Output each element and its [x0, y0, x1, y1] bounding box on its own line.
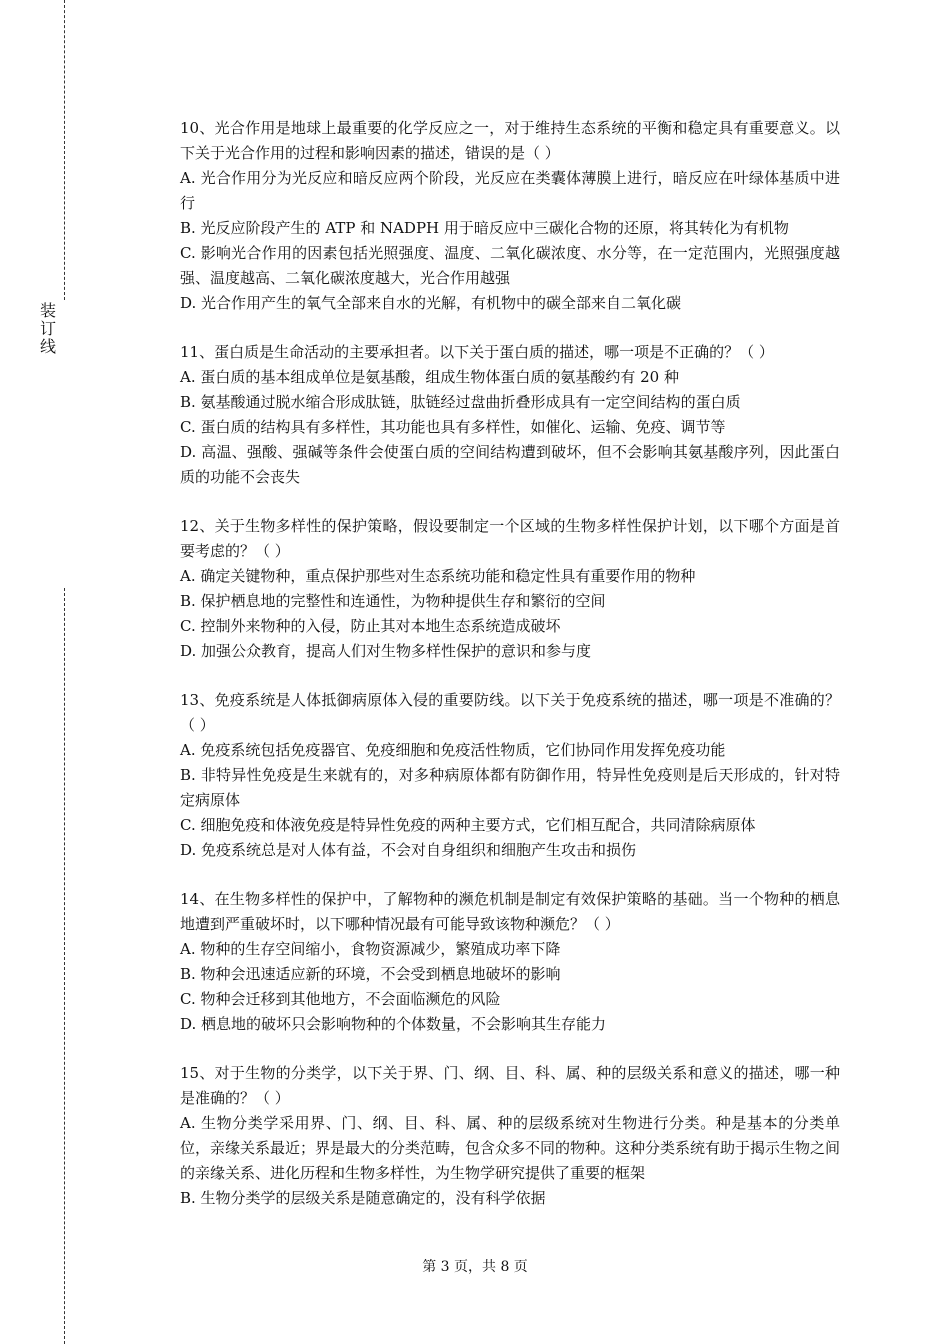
question-list	[180, 116, 840, 1235]
question-stem: 11、蛋白质是生命活动的主要承担者。以下关于蛋白质的描述，哪一项是不正确的？（ ）	[180, 343, 774, 361]
option-b: B. 氨基酸通过脱水缩合形成肽链，肽链经过盘曲折叠形成具有一定空间结构的蛋白质	[180, 393, 741, 411]
option-a: A. 确定关键物种，重点保护那些对生态系统功能和稳定性具有重要作用的物种	[180, 567, 696, 585]
question-stem: 13、免疫系统是人体抵御病原体入侵的重要防线。以下关于免疫系统的描述，哪一项是不准确的？（ ）	[180, 691, 840, 734]
binding-char: 装	[39, 301, 56, 320]
option-d: D. 加强公众教育，提高人们对生物多样性保护的意识和参与度	[180, 642, 592, 660]
binding-char: 订	[39, 319, 56, 338]
question-13	[180, 688, 840, 863]
option-c: C. 控制外来物种的入侵，防止其对本地生态系统造成破坏	[180, 617, 561, 635]
option-b: B. 保护栖息地的完整性和连通性，为物种提供生存和繁衍的空间	[180, 592, 606, 610]
question-14	[180, 887, 840, 1037]
binding-label	[38, 302, 58, 356]
option-c: C. 细胞免疫和体液免疫是特异性免疫的两种主要方式，它们相互配合，共同清除病原体	[180, 816, 756, 834]
option-a: A. 光合作用分为光反应和暗反应两个阶段，光反应在类囊体薄膜上进行，暗反应在叶绿体基质中进行	[180, 169, 840, 212]
question-stem: 14、在生物多样性的保护中，了解物种的濒危机制是制定有效保护策略的基础。当一个物种的栖息地遭到严重破坏时，以下哪种情况最有可能导致该物种濒危？（ ）	[180, 890, 840, 933]
option-b: B. 物种会迅速适应新的环境，不会受到栖息地破坏的影响	[180, 965, 561, 983]
option-d: D. 栖息地的破坏只会影响物种的个体数量，不会影响其生存能力	[180, 1015, 607, 1033]
option-b: B. 生物分类学的层级关系是随意确定的，没有科学依据	[180, 1189, 546, 1207]
option-c: C. 物种会迁移到其他地方，不会面临濒危的风险	[180, 990, 501, 1008]
option-d: D. 高温、强酸、强碱等条件会使蛋白质的空间结构遭到破坏，但不会影响其氨基酸序列，因此蛋白质的功能不会丧失	[180, 443, 840, 486]
option-a: A. 蛋白质的基本组成单位是氨基酸，组成生物体蛋白质的氨基酸约有 20 种	[180, 368, 679, 386]
option-a: A. 物种的生存空间缩小，食物资源减少，繁殖成功率下降	[180, 940, 561, 958]
option-b: B. 光反应阶段产生的 ATP 和 NADPH 用于暗反应中三碳化合物的还原，将其转化为有机物	[180, 219, 789, 237]
option-c: C. 影响光合作用的因素包括光照强度、温度、二氧化碳浓度、水分等，在一定范围内，光照强度越强、温度越高、二氧化碳浓度越大，光合作用越强	[180, 244, 840, 287]
binding-dashed-line-bottom	[64, 588, 65, 1344]
question-11	[180, 340, 840, 490]
page-number: 第 3 页，共 8 页	[422, 1259, 528, 1275]
question-stem: 10、光合作用是地球上最重要的化学反应之一，对于维持生态系统的平衡和稳定具有重要意义。以下关于光合作用的过程和影响因素的描述，错误的是（ ）	[180, 119, 840, 162]
question-10	[180, 116, 840, 316]
question-12	[180, 514, 840, 664]
option-a: A. 免疫系统包括免疫器官、免疫细胞和免疫活性物质，它们协同作用发挥免疫功能	[180, 741, 726, 759]
binding-dashed-line-top	[64, 0, 65, 300]
option-b: B. 非特异性免疫是生来就有的，对多种病原体都有防御作用，特异性免疫则是后天形成的，针对特定病原体	[180, 766, 840, 809]
question-stem: 12、关于生物多样性的保护策略，假设要制定一个区域的生物多样性保护计划，以下哪个方面是首要考虑的？（ ）	[180, 517, 840, 560]
option-a: A. 生物分类学采用界、门、纲、目、科、属、种的层级系统对生物进行分类。种是基本的分类单位，亲缘关系最近；界是最大的分类范畴，包含众多不同的物种。这种分类系统有助于揭示生物之间的亲缘关系、进化历程和生物多样性，为生物学研究提供了重要的框架	[180, 1114, 841, 1182]
question-15	[180, 1061, 840, 1211]
option-d: D. 免疫系统总是对人体有益，不会对自身组织和细胞产生攻击和损伤	[180, 841, 637, 859]
option-d: D. 光合作用产生的氧气全部来自水的光解，有机物中的碳全部来自二氧化碳	[180, 294, 682, 312]
option-c: C. 蛋白质的结构具有多样性，其功能也具有多样性，如催化、运输、免疫、调节等	[180, 418, 726, 436]
binding-char: 线	[39, 337, 56, 356]
question-stem: 15、对于生物的分类学，以下关于界、门、纲、目、科、属、种的层级关系和意义的描述，哪一种是准确的？（ ）	[180, 1064, 840, 1107]
